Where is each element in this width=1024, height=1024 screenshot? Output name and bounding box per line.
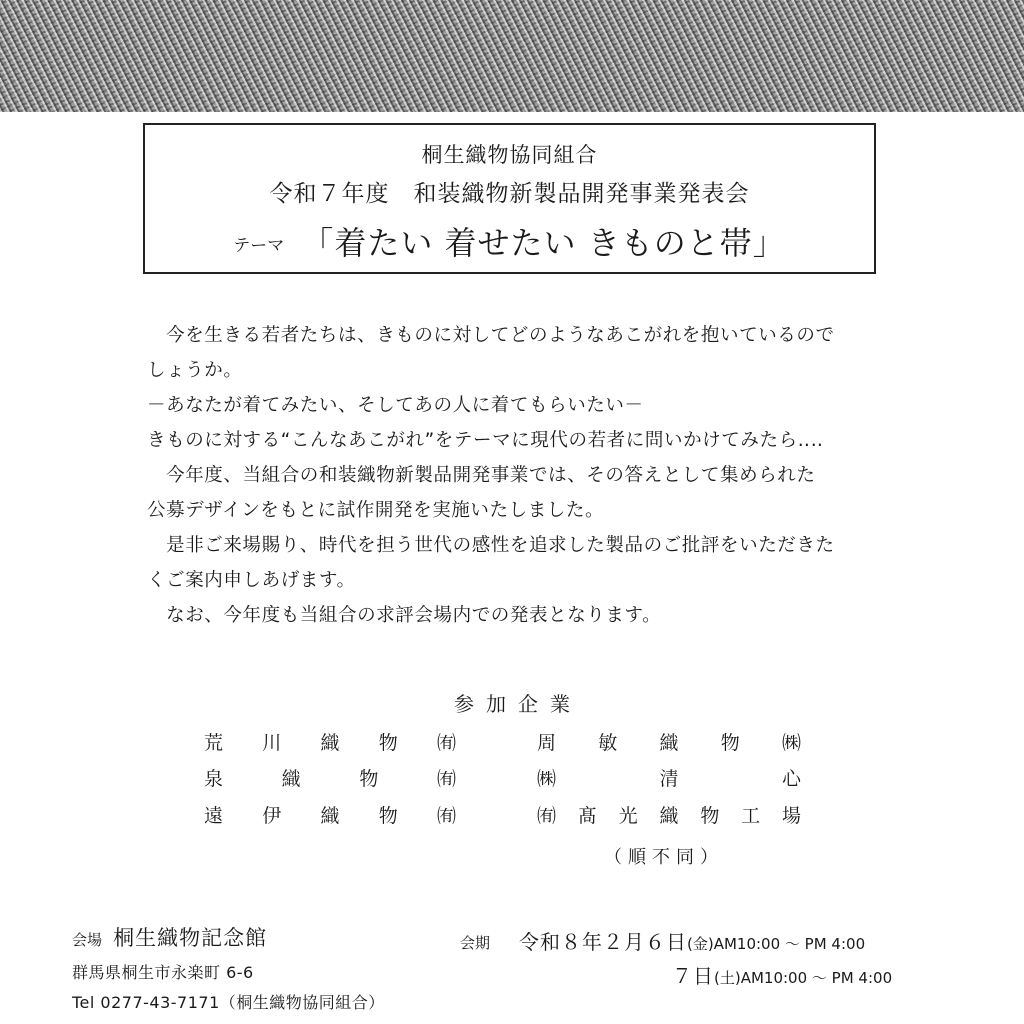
intro-line: －あなたが着てみたい、そしてあの人に着てもらいたい－ <box>147 395 644 416</box>
company-toi: 遠 伊 織 物 ㈲ <box>204 805 456 827</box>
period-day1 <box>519 926 865 955</box>
venue-tel: Tel 0277-43-7171（桐生織物協同組合） <box>72 993 385 1012</box>
period-day2 <box>672 960 892 989</box>
intro-line: 公募デザインをもとに試作開発を実施いたしました。 <box>147 500 605 521</box>
company-arakawa: 荒 川 織 物 ㈲ <box>204 732 456 754</box>
period-label: 会期 <box>460 934 491 952</box>
venue-label: 会場 <box>72 931 103 949</box>
intro-line: しょうか。 <box>147 360 243 381</box>
order-note: （順不同） <box>604 847 724 868</box>
organization-name: 桐生織物協同組合 <box>421 143 598 167</box>
company-seishin: ㈱ 清 心 <box>537 768 801 790</box>
theme-text: 「着たい 着せたい きものと帯」 <box>301 224 786 262</box>
event-title: 令和７年度 和装織物新製品開発事業発表会 <box>269 181 750 207</box>
period-day1-date: 令和８年２月６日 <box>519 930 687 954</box>
theme-row <box>145 218 874 264</box>
venue <box>72 922 267 952</box>
period-day2-date: ７日 <box>672 964 714 988</box>
company-izumi: 泉 織 物 ㈲ <box>204 768 456 790</box>
woven-fabric-banner <box>0 0 1024 112</box>
introduction-text <box>147 318 907 633</box>
intro-line: くご案内申しあげます。 <box>147 570 356 591</box>
title-box <box>143 123 876 274</box>
intro-line: 今を生きる若者たちは、きものに対してどのようなあこがれを抱いているので <box>147 325 835 346</box>
company-shubin: 周 敏 織 物 ㈱ <box>537 732 801 754</box>
intro-line: なお、今年度も当組合の求評会場内での発表となります。 <box>147 605 662 626</box>
intro-line: 今年度、当組合の和装織物新製品開発事業では、その答えとして集められた <box>147 465 816 486</box>
theme-label: テーマ <box>233 236 285 256</box>
intro-line: 是非ご来場賜り、時代を担う世代の感性を追求した製品のご批評をいただきた <box>147 535 835 556</box>
period-day1-time: (金)AM10:00 ～ PM 4:00 <box>687 935 866 953</box>
period-day2-time: (土)AM10:00 ～ PM 4:00 <box>714 969 893 987</box>
venue-name: 桐生織物記念館 <box>113 926 268 950</box>
company-takamitsu: ㈲ 髙 光 織 物 工 場 <box>537 805 801 827</box>
intro-line: きものに対する“こんなあこがれ”をテーマに現代の若者に問いかけてみたら‥‥ <box>147 430 824 451</box>
participants-heading: 参加企業 <box>454 692 582 716</box>
venue-address: 群馬県桐生市永楽町 6-6 <box>72 963 254 982</box>
